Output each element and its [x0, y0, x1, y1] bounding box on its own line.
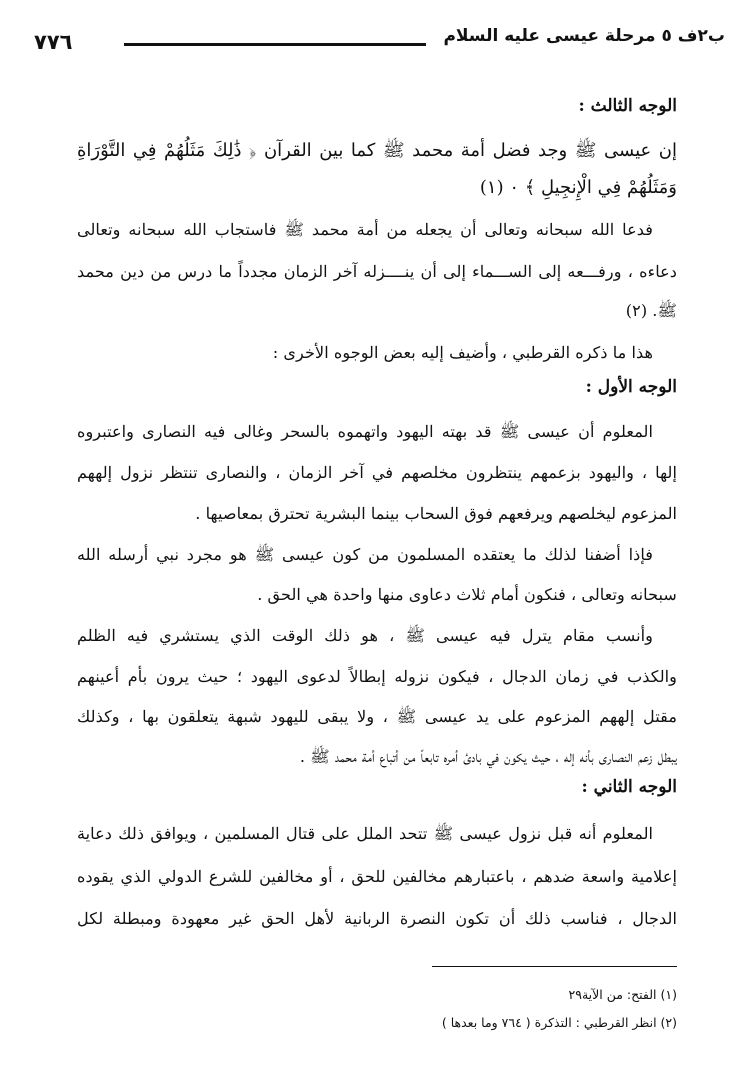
paragraph-line: إن عيسى ﷺ وجد فضل أمة محمد ﷺ كما بين القرآن ﴿ ذَٰلِكَ مَثَلُهُمْ فِي التَّوْرَاةِ — [77, 140, 677, 161]
page-number: ٧٧٦ — [34, 30, 73, 54]
paragraph-line: إعلامية واسعة ضدهم ، باعتبارهم مخالفين للحق ، أو مخالفين للشرع الدولي الذي يقوده — [77, 867, 677, 886]
paragraph-line: سبحانه وتعالى ، فنكون أمام ثلاث دعاوى منها واحدة هي الحق . — [257, 585, 677, 604]
heading-first-aspect: الوجه الأول : — [585, 377, 677, 397]
paragraph-line: الدجال ، فناسب ذلك أن تكون النصرة الربانية لأهل الحق غير معهودة ومبطلة لكل — [77, 909, 677, 928]
running-title: ب٢ف ٥ مرحلة عيسى عليه السلام — [443, 26, 725, 46]
heading-third-aspect: الوجه الثالث : — [578, 96, 677, 116]
paragraph-line: المعلوم أنه قبل نزول عيسى ﷺ تتحد الملل على قتال المسلمين ، ويوافق ذلك دعاية — [77, 824, 653, 843]
paragraph-line: فدعا الله سبحانه وتعالى أن يجعله من أمة محمد ﷺ فاستجاب الله سبحانه وتعالى — [77, 220, 653, 239]
paragraph-line: فإذا أضفنا لذلك ما يعتقده المسلمون من كون عيسى ﷺ هو مجرد نبي أرسله الله — [77, 545, 653, 564]
paragraph-line: يبطل زعم النصارى بأنه إله ، حيث يكون في بادئ أمره تابعاً من أتباع أمة محمد ﷺ . — [299, 747, 677, 766]
footnote-rule — [432, 966, 677, 967]
paragraph-line: المعلوم أن عيسى ﷺ قد بهته اليهود واتهموه بالسحر وغالى فيه النصارى واعتبروه — [77, 422, 653, 441]
paragraph-line: ﷺ. (٢) — [625, 301, 677, 320]
header-rule — [124, 43, 426, 46]
paragraph-line: وأنسب مقام يترل فيه عيسى ﷺ ، هو ذلك الوقت الذي يستشري فيه الظلم — [77, 626, 653, 645]
paragraph-line: دعاءه ، ورفـــعه إلى الســـماء إلى أن ينــــزله آخر الزمان مجدداً ما درس من دين محمد — [77, 262, 677, 281]
paragraph-line: وَمَثَلُهُمْ فِي الْإِنجِيلِ ﴾ ٠ (١) — [479, 177, 677, 198]
footnote-2: (٢) انظر القرطبي : التذكرة ( ٧٦٤ وما بعدها ) — [441, 1015, 677, 1030]
paragraph-line: المزعوم ليخلصهم ويرفعهم فوق السحاب بينما البشرية تحترق بمعاصيها . — [195, 504, 677, 523]
paragraph-line: هذا ما ذكره القرطبي ، وأضيف إليه بعض الوجوه الأخرى : — [272, 343, 653, 362]
paragraph-line: والكذب في زمان الدجال ، فيكون نزوله إبطالاً لدعوى اليهود ؛ حيث يرون بأم أعينهم — [77, 667, 677, 686]
paragraph-line: إلها ، واليهود بزعمهم ينتظرون مخلصهم في آخر الزمان ، والنصارى تنتظر نزول إلههم — [77, 463, 677, 482]
footnote-1: (١) الفتح: من الآية٢٩ — [568, 987, 677, 1002]
paragraph-line: مقتل إلههم المزعوم على يد عيسى ﷺ ، ولا يبقى لليهود شبهة يتعلقون بها ، وكذلك — [77, 707, 677, 726]
heading-second-aspect: الوجه الثاني : — [581, 777, 677, 797]
